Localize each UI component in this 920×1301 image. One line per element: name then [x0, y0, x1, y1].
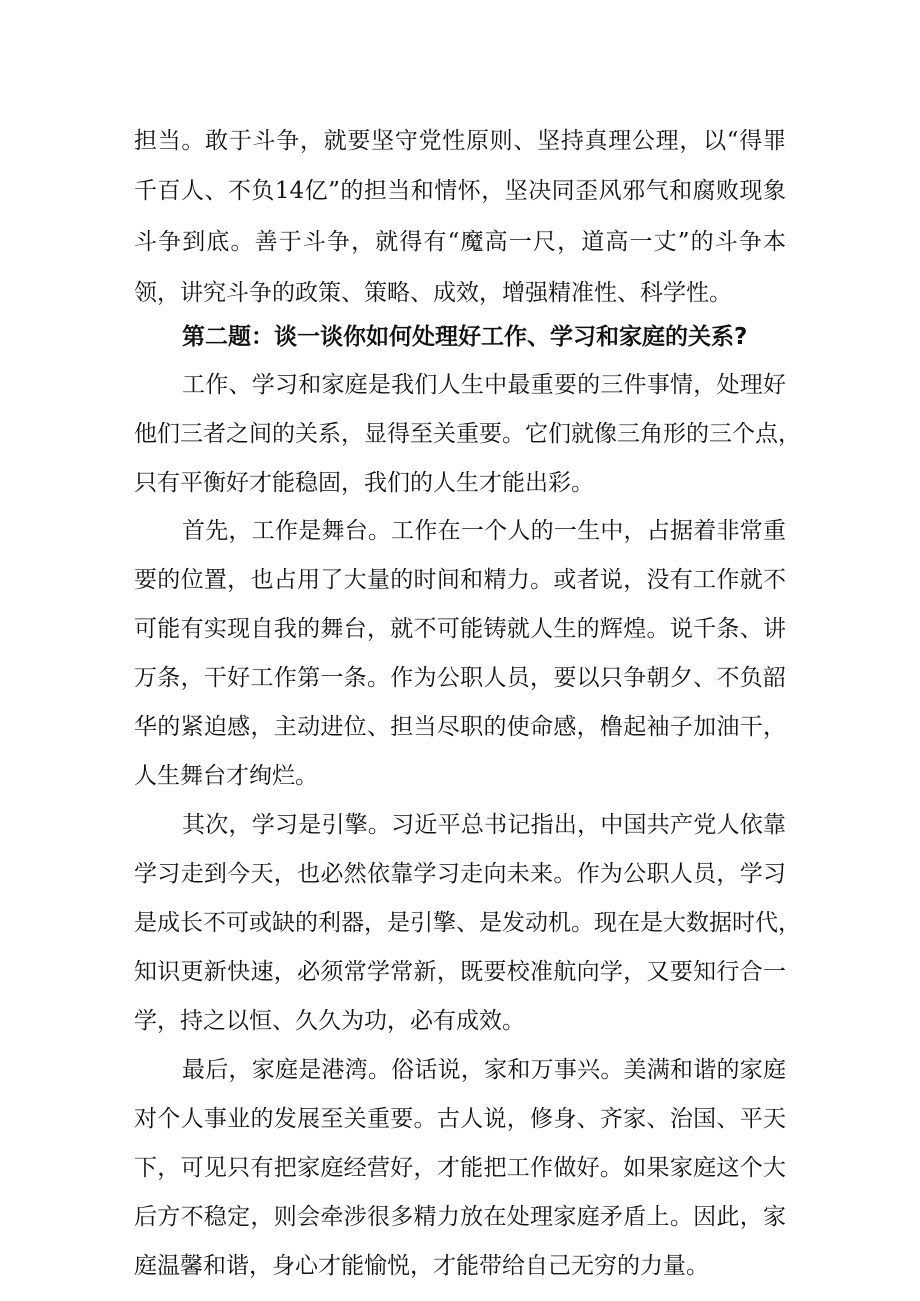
text-line: 知识更新快速，必须常学常新，既要校准航向学，又要知行合一: [134, 959, 786, 985]
text-line: 他们三者之间的关系，显得至关重要。它们就像三角形的三个点，: [134, 421, 801, 447]
text-line: 学习走到今天，也必然依靠学习走向未来。作为公职人员，学习: [134, 861, 786, 887]
text-line: 对个人事业的发展至关重要。古人说，修身、齐家、治国、平天: [134, 1106, 786, 1132]
text-line: 首先，工作是舞台。工作在一个人的一生中，占据着非常重: [182, 518, 786, 544]
text-line: 其次，学习是引擎。习近平总书记指出，中国共产党人依靠: [182, 812, 786, 838]
heading-line: 第二题：谈一谈你如何处理好工作、学习和家庭的关系?: [182, 324, 748, 350]
text-line: 人生舞台才绚烂。: [134, 763, 318, 789]
text-line: 学，持之以恒、久久为功，必有成效。: [134, 1008, 525, 1034]
text-line: 庭温馨和谐，身心才能愉悦，才能带给自己无穷的力量。: [134, 1253, 709, 1279]
text-line: 万条，干好工作第一条。作为公职人员，要以只争朝夕、不负韶: [134, 665, 786, 691]
text-line: 是成长不可或缺的利器，是引擎、是发动机。现在是大数据时代，: [134, 910, 801, 936]
text-line: 只有平衡好才能稳固，我们的人生才能出彩。: [134, 470, 594, 496]
text-line: 可能有实现自我的舞台，就不可能铸就人生的辉煌。说千条、讲: [134, 616, 786, 642]
text-line: 担当。敢于斗争，就要坚守党性原则、坚持真理公理，以“得罪: [134, 128, 786, 154]
text-line: 要的位置，也占用了大量的时间和精力。或者说，没有工作就不: [134, 567, 786, 593]
text-line: 斗争到底。善于斗争，就得有“魔高一尺，道高一丈”的斗争本: [134, 229, 786, 255]
text-line: 千百人、不负14亿”的担当和情怀，坚决同歪风邪气和腐败现象: [134, 178, 786, 204]
text-line: 下，可见只有把家庭经营好，才能把工作做好。如果家庭这个大: [134, 1155, 786, 1181]
text-line: 后方不稳定，则会牵涉很多精力放在处理家庭矛盾上。因此，家: [134, 1204, 786, 1230]
text-line: 领，讲究斗争的政策、策略、成效，增强精准性、科学性。: [134, 280, 732, 306]
text-line: 工作、学习和家庭是我们人生中最重要的三件事情，处理好: [182, 372, 786, 398]
text-line: 华的紧迫感，主动进位、担当尽职的使命感，橹起袖子加油干，: [134, 714, 786, 740]
text-line: 最后，家庭是港湾。俗话说，家和万事兴。美满和谐的家庭: [182, 1057, 786, 1083]
